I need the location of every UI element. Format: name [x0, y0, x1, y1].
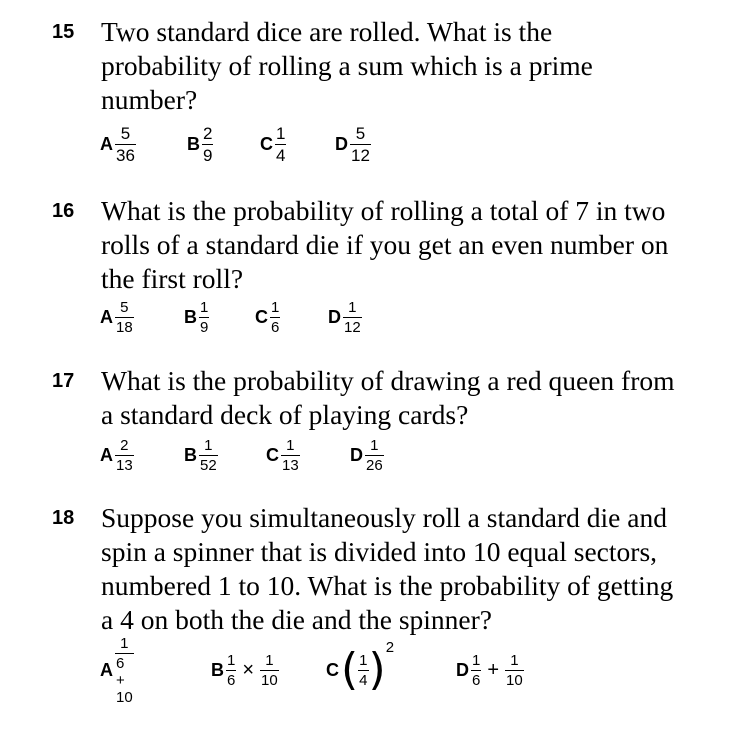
choice-d[interactable]	[335, 119, 371, 169]
fraction-bar	[115, 317, 134, 318]
fraction	[358, 652, 368, 689]
denominator: 4	[359, 671, 368, 689]
fraction	[226, 652, 236, 689]
choice-c[interactable]	[260, 119, 286, 169]
times-operator: ×	[242, 658, 255, 681]
choice-letter: C	[326, 659, 339, 680]
fraction-bar	[270, 317, 280, 318]
fraction-bar	[199, 455, 218, 456]
denominator: 10	[506, 671, 523, 689]
choice-a[interactable]	[100, 119, 136, 169]
question-number: 15	[52, 21, 75, 43]
choice-letter: C	[266, 444, 279, 465]
numerator: 2	[120, 436, 129, 454]
choice-d[interactable]	[350, 430, 384, 480]
question-line: the first roll?	[101, 263, 244, 294]
fraction-bar	[115, 455, 134, 456]
fraction	[275, 124, 286, 165]
fraction	[343, 299, 362, 336]
question-line: number?	[101, 84, 198, 115]
question-line: Two standard dice are rolled. What is the	[101, 16, 553, 47]
numerator: 1	[200, 298, 209, 316]
denominator: 13	[116, 456, 133, 474]
fraction-bar	[260, 670, 279, 671]
fraction	[350, 124, 371, 165]
fraction	[505, 652, 524, 689]
fraction-bar	[115, 144, 136, 145]
choice-b[interactable]	[187, 119, 213, 169]
denominator: 36	[116, 145, 135, 165]
fraction	[199, 437, 218, 474]
numerator: 1	[510, 651, 519, 669]
numerator: 1	[348, 298, 357, 316]
fraction-bar	[471, 670, 481, 671]
numerator: 1	[265, 651, 274, 669]
fraction-bar	[226, 670, 236, 671]
fraction	[471, 652, 481, 689]
denominator: 52	[200, 456, 217, 474]
numerator: 5	[355, 123, 366, 143]
fraction-bar	[275, 144, 286, 145]
choice-letter: D	[456, 659, 469, 680]
choice-c[interactable]	[266, 430, 300, 480]
question-line: What is the probability of drawing a red queen from	[101, 365, 675, 396]
question-text	[101, 15, 721, 117]
fraction-bar	[505, 670, 524, 671]
numerator: 1	[271, 298, 280, 316]
fraction-bar	[358, 670, 368, 671]
denominator: 4	[276, 145, 286, 165]
numerator: 1	[286, 436, 295, 454]
choice-b[interactable]	[184, 430, 218, 480]
fraction	[260, 652, 279, 689]
question-number: 17	[52, 370, 75, 392]
question-line: numbered 1 to 10. What is the probability of getting	[101, 570, 674, 601]
exponent: 2	[385, 639, 395, 656]
denominator: 9	[203, 145, 213, 165]
fraction	[115, 635, 134, 706]
denominator: 10	[261, 671, 278, 689]
question-line: What is the probability of rolling a total of 7 in two	[101, 195, 666, 226]
choice-c[interactable]	[326, 639, 395, 695]
choice-c[interactable]	[255, 292, 280, 342]
denominator: 13	[282, 456, 299, 474]
fraction	[270, 299, 280, 336]
choice-letter: D	[335, 133, 348, 154]
fraction-bar	[199, 317, 209, 318]
question-text	[101, 501, 721, 637]
choice-letter: A	[100, 306, 113, 327]
denominator: 9	[200, 318, 209, 336]
denominator: 26	[366, 456, 383, 474]
left-paren: (	[341, 644, 359, 695]
question-line: rolls of a standard die if you get an even number on	[101, 229, 669, 260]
question-line: Suppose you simultaneously roll a standard die and	[101, 502, 667, 533]
choice-a[interactable]	[100, 430, 134, 480]
choice-letter: B	[211, 659, 224, 680]
choice-d[interactable]	[456, 645, 524, 695]
numerator: 1	[359, 651, 368, 669]
numerator: 1	[120, 634, 129, 652]
choice-letter: A	[100, 133, 113, 154]
fraction-bar	[281, 455, 300, 456]
choice-letter: A	[100, 444, 113, 465]
fraction	[199, 299, 209, 336]
numerator: 5	[120, 298, 129, 316]
fraction	[115, 437, 134, 474]
denominator: 6	[271, 318, 280, 336]
numerator: 5	[120, 123, 131, 143]
denominator: 6 + 10	[116, 654, 133, 706]
choice-letter: D	[328, 306, 341, 327]
choice-d[interactable]	[328, 292, 362, 342]
fraction	[115, 299, 134, 336]
fraction-bar	[343, 317, 362, 318]
fraction-bar	[365, 455, 384, 456]
choice-letter: C	[260, 133, 273, 154]
fraction	[202, 124, 213, 165]
choice-letter: B	[184, 444, 197, 465]
question-number: 16	[52, 200, 75, 222]
fraction-bar	[115, 653, 134, 654]
question-text	[101, 364, 721, 432]
plus-operator: +	[487, 658, 500, 681]
fraction	[281, 437, 300, 474]
choice-letter: D	[350, 444, 363, 465]
numerator: 1	[227, 651, 236, 669]
denominator: 6	[227, 671, 236, 689]
question-text	[101, 194, 721, 296]
numerator: 1	[370, 436, 379, 454]
fraction-bar	[350, 144, 371, 145]
question-line: a 4 on both the die and the spinner?	[101, 604, 493, 635]
denominator: 12	[351, 145, 370, 165]
numerator: 1	[472, 651, 481, 669]
right-paren: )	[368, 644, 386, 695]
choice-letter: C	[255, 306, 268, 327]
question-line: spin a spinner that is divided into 10 equal sectors,	[101, 536, 658, 567]
choice-letter: A	[100, 659, 113, 680]
question-line: probability of rolling a sum which is a prime	[101, 50, 593, 81]
choice-a[interactable]	[100, 292, 134, 342]
choice-letter: B	[187, 133, 200, 154]
question-number: 18	[52, 507, 75, 529]
numerator: 1	[204, 436, 213, 454]
choice-letter: B	[184, 306, 197, 327]
question-line: a standard deck of playing cards?	[101, 399, 469, 430]
fraction-bar	[202, 144, 213, 145]
choice-b[interactable]	[211, 645, 279, 695]
choice-b[interactable]	[184, 292, 209, 342]
denominator: 18	[116, 318, 133, 336]
denominator: 6	[472, 671, 481, 689]
choice-a[interactable]	[100, 634, 134, 706]
numerator: 2	[203, 123, 213, 143]
numerator: 1	[276, 123, 286, 143]
denominator: 12	[344, 318, 361, 336]
fraction	[115, 124, 136, 165]
fraction	[365, 437, 384, 474]
